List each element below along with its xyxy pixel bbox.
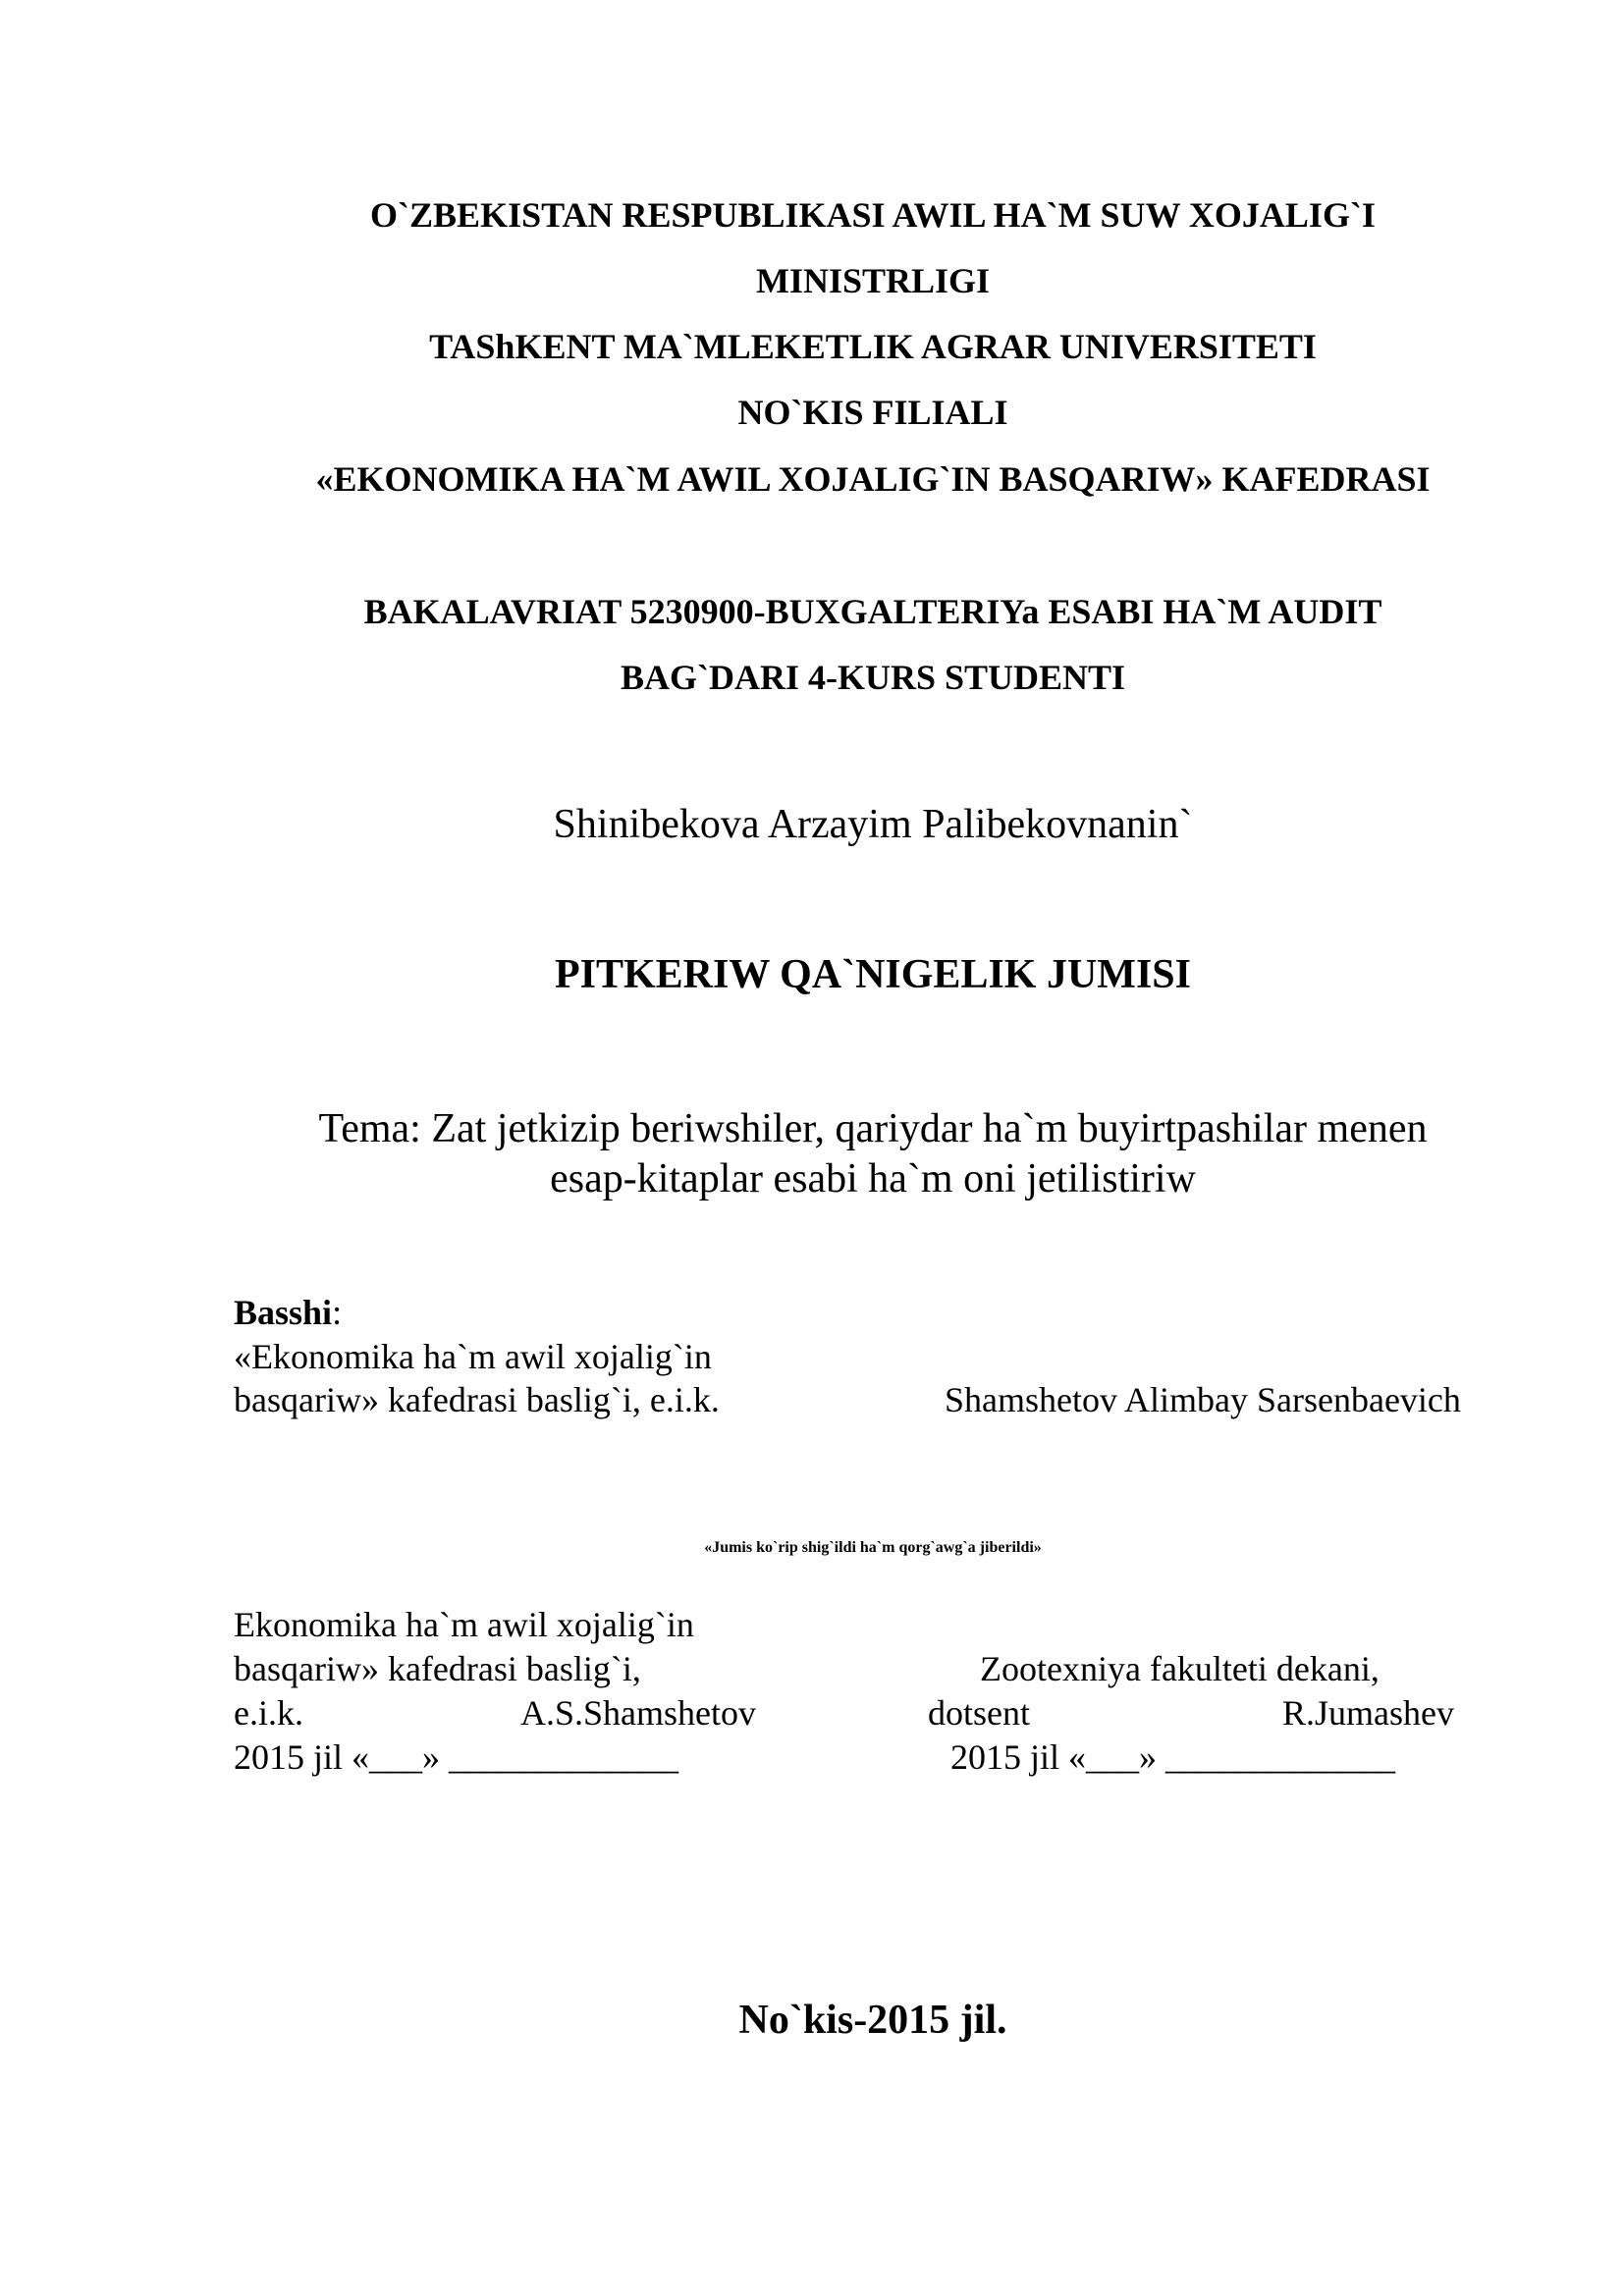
program-line-2: BAG`DARI 4-KURS STUDENTI bbox=[620, 658, 1126, 697]
branch-name: NO`KIS FILIALI bbox=[737, 393, 1008, 432]
supervisor-position-1: «Ekonomika ha`m awil xojalig`in bbox=[234, 1337, 712, 1376]
department-name: «EKONOMIKA HA`M AWIL XOJALIG`IN BASQARIW» KAFEDRASI bbox=[315, 459, 1431, 499]
theme-line-2: esap-kitaplar esabi ha`m oni jetilistiriw bbox=[550, 1156, 1196, 1201]
supervisor-label-text: Basshi bbox=[234, 1293, 333, 1332]
supervisor-label bbox=[234, 1293, 342, 1332]
program-line-1: BAKALAVRIAT 5230900-BUXGALTERIYa ESABI HA`M AUDIT bbox=[363, 592, 1382, 631]
supervisor-label-colon: : bbox=[332, 1293, 343, 1332]
approver-right-date-line: 2015 jil «___» _____________ bbox=[950, 1737, 1396, 1777]
student-name: Shinibekova Arzayim Palibekovnanin` bbox=[553, 802, 1193, 847]
approver-left-date-line: 2015 jil «___» _____________ bbox=[234, 1737, 679, 1777]
university-name: TAShKENT MA`MLEKETLIK AGRAR UNIVERSITETI bbox=[429, 327, 1317, 366]
approval-title: «Jumis ko`rip shig`ildi ha`m qorg`awg`a jiberildi» bbox=[704, 1539, 1042, 1556]
work-title: PITKERIW QA`NIGELIK JUMISI bbox=[554, 952, 1191, 997]
supervisor-name: Shamshetov Alimbay Sarsenbaevich bbox=[945, 1380, 1461, 1419]
approver-left-line-2: basqariw» kafedrasi baslig`i, bbox=[234, 1649, 641, 1688]
approver-right-degree: dotsent bbox=[928, 1693, 1030, 1733]
approver-right-line-1: Zootexniya fakulteti dekani, bbox=[980, 1649, 1380, 1688]
ministry-line-2: MINISTRLIGI bbox=[755, 261, 991, 300]
supervisor-position-2: basqariw» kafedrasi baslig`i, e.i.k. bbox=[234, 1380, 720, 1419]
approver-right-name: R.Jumashev bbox=[1282, 1693, 1454, 1733]
theme-line-1: Tema: Zat jetkizip beriwshiler, qariydar ha`m buyirtpashilar menen bbox=[318, 1106, 1428, 1151]
place-year: No`kis-2015 jil. bbox=[738, 1998, 1007, 2043]
approver-left-degree: e.i.k. bbox=[234, 1693, 303, 1733]
approver-left-name: A.S.Shamshetov bbox=[520, 1693, 757, 1733]
approver-left-line-1: Ekonomika ha`m awil xojalig`in bbox=[234, 1605, 694, 1644]
ministry-line-1: O`ZBEKISTAN RESPUBLIKASI AWIL HA`M SUW XOJALIG`I bbox=[370, 195, 1376, 235]
